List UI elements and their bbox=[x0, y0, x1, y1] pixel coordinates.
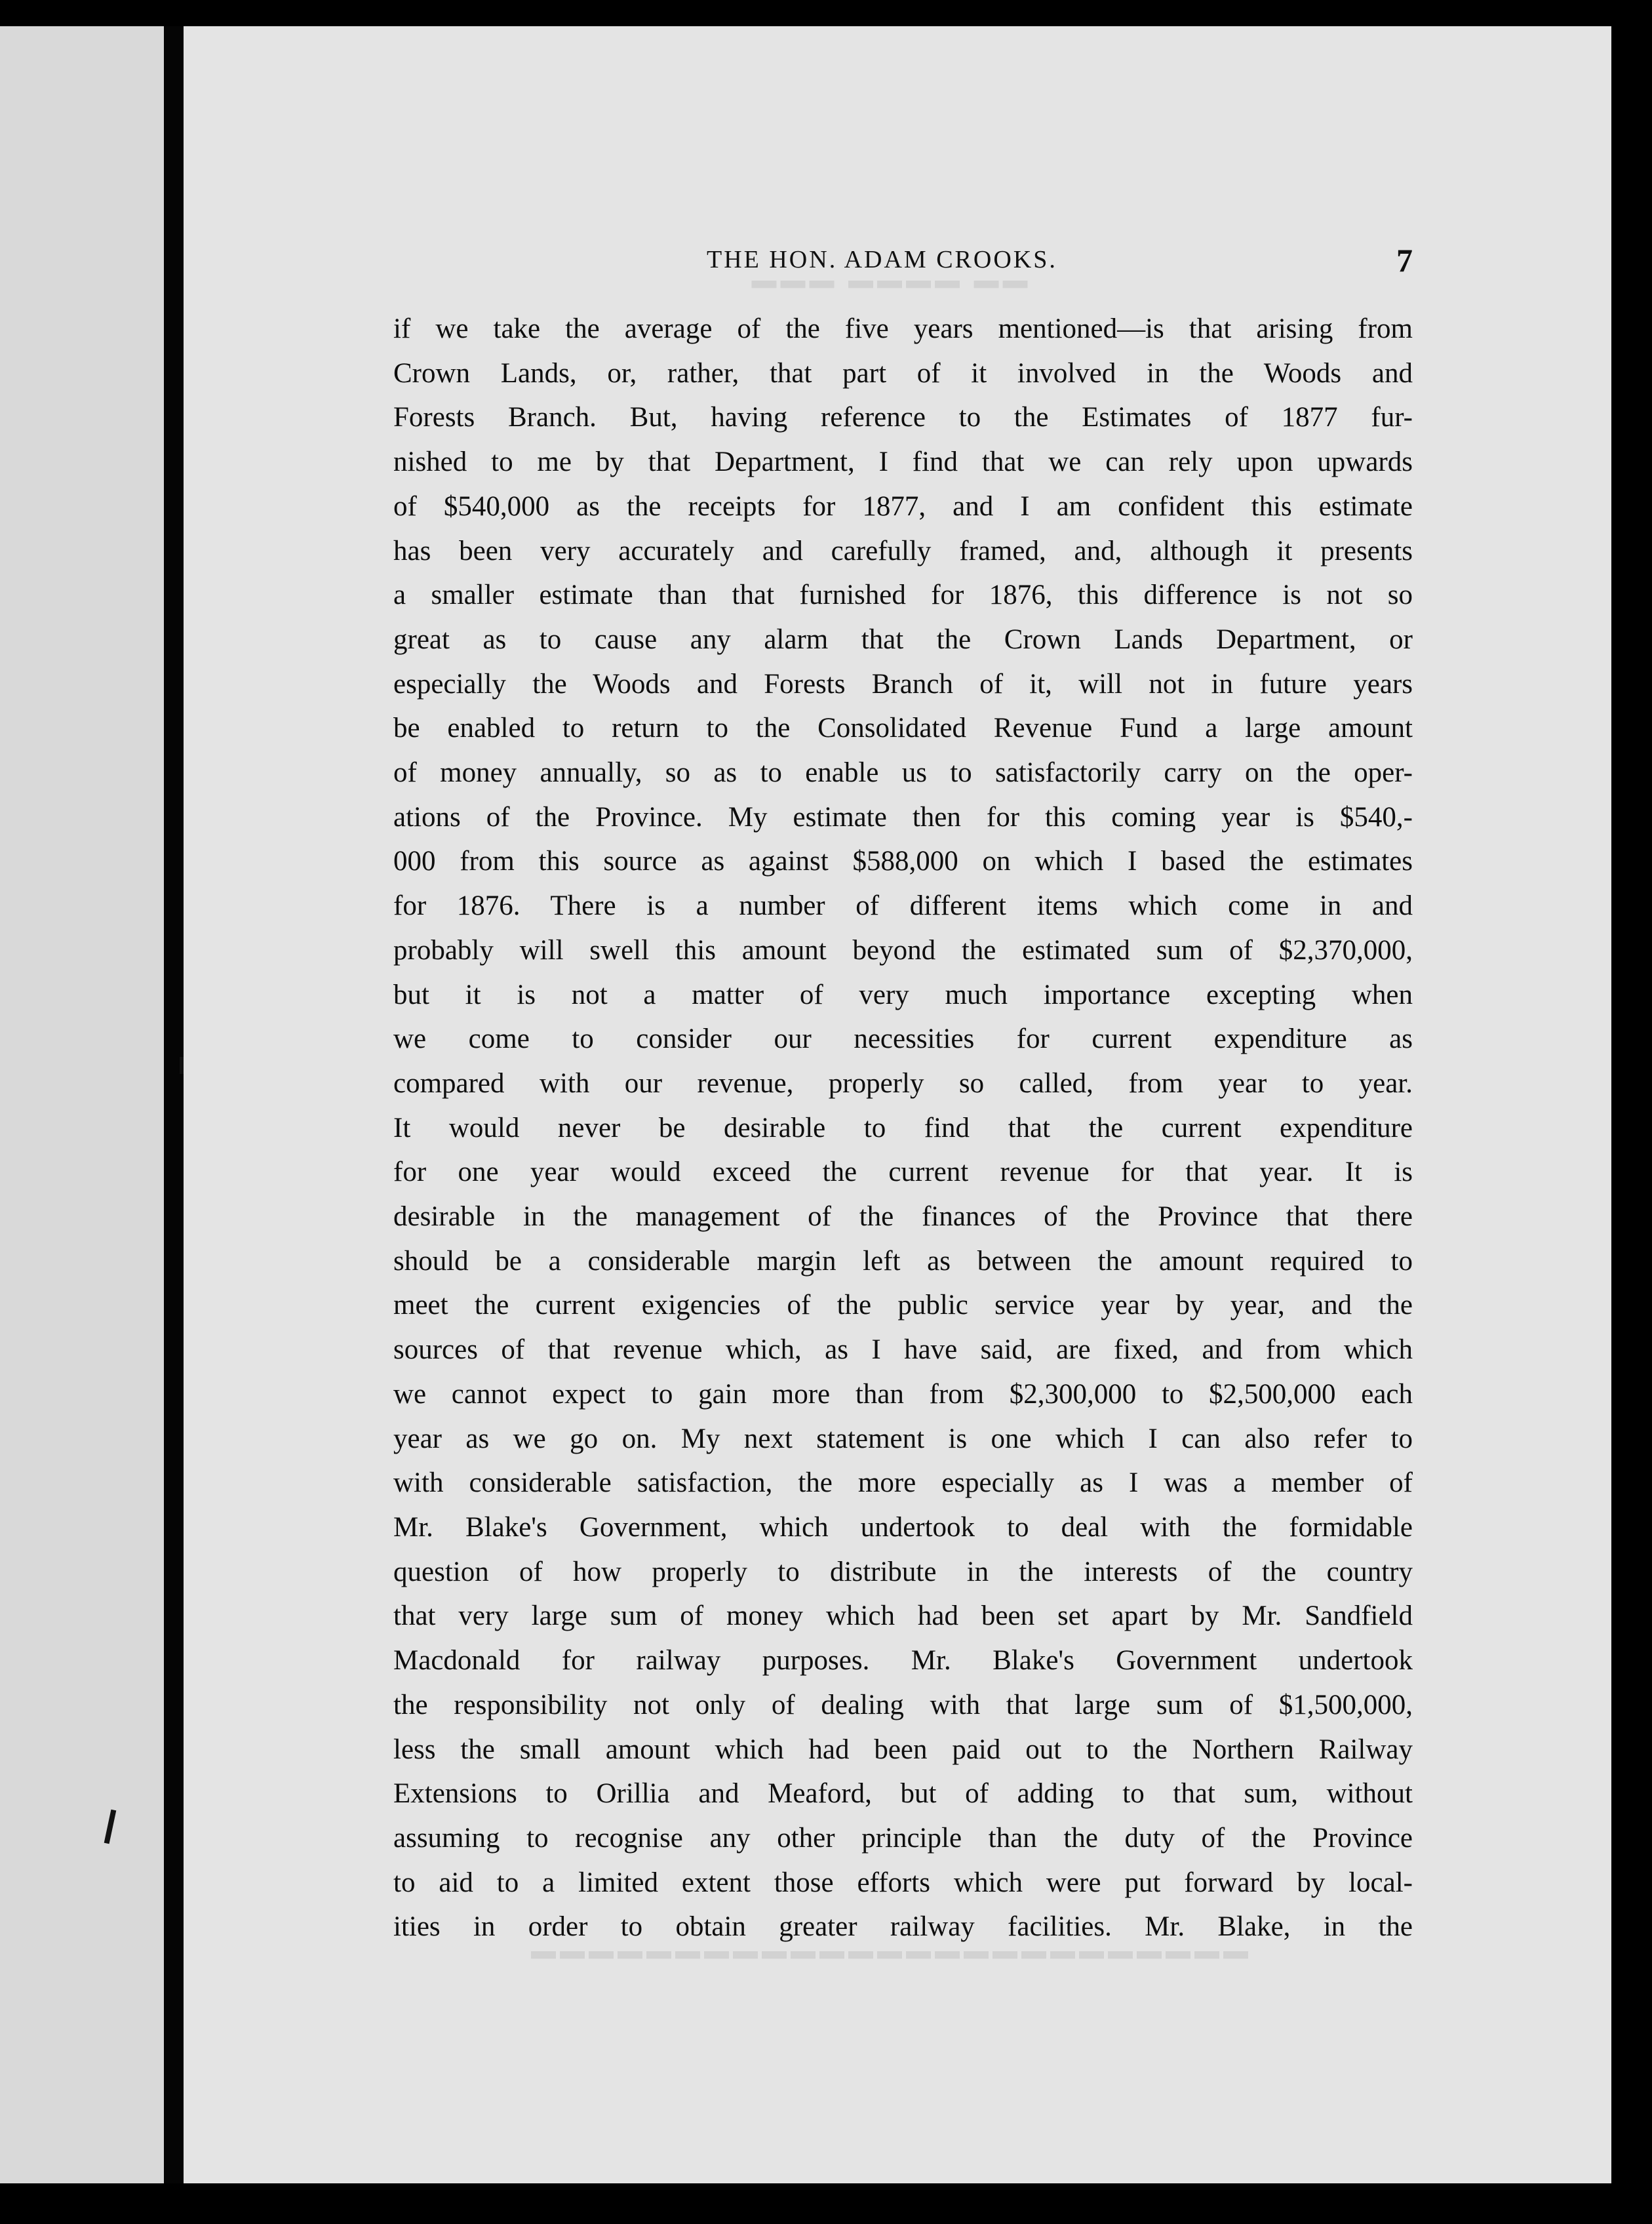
body-text bbox=[393, 307, 1413, 1949]
text-line: Macdonald for railway purposes. Mr. Blake's Government undertook bbox=[393, 1645, 1413, 1677]
text-line: for 1876. There is a number of different items which come in and bbox=[393, 890, 1413, 922]
text-line: the responsibility not only of dealing with that large sum of $1,500,000, bbox=[393, 1689, 1413, 1720]
text-line: question of how properly to distribute in the interests of the country bbox=[393, 1556, 1413, 1587]
text-line: of $540,000 as the receipts for 1877, and I am confident this estimate bbox=[393, 490, 1413, 522]
text-line: compared with our revenue, properly so called, from year to year. bbox=[393, 1067, 1413, 1099]
text-line: great as to cause any alarm that the Crown Lands Department, or bbox=[393, 624, 1413, 655]
text-line: meet the current exigencies of the public service year by year, and the bbox=[393, 1290, 1413, 1321]
text-line: probably will swell this amount beyond the estimated sum of $2,370,000, bbox=[393, 934, 1413, 966]
text-line: Crown Lands, or, rather, that part of it involved in the Woods and bbox=[393, 357, 1413, 389]
text-line: we come to consider our necessities for current expenditure as bbox=[393, 1023, 1413, 1055]
text-line: should be a considerable margin left as between the amount required to bbox=[393, 1245, 1413, 1277]
text-line: desirable in the management of the finances of the Province that there bbox=[393, 1201, 1413, 1233]
text-line: Forests Branch. But, having reference to the Estimates of 1877 fur- bbox=[393, 402, 1413, 433]
show-through-mark: ▬▬▬ ▬▬▬▬ ▬▬ bbox=[751, 275, 1032, 302]
text-line: a smaller estimate than that furnished for 1876, this difference is not so bbox=[393, 580, 1413, 611]
text-line: year as we go on. My next statement is one which I can also refer to bbox=[393, 1423, 1413, 1454]
scan-border bbox=[1611, 26, 1652, 2183]
facing-page-edge bbox=[0, 26, 164, 2183]
text-line: sources of that revenue which, as I have said, are fixed, and from which bbox=[393, 1334, 1413, 1366]
text-line: but it is not a matter of very much importance excepting when bbox=[393, 979, 1413, 1010]
text-line: ations of the Province. My estimate then for this coming year is $540,- bbox=[393, 801, 1413, 833]
text-line: with considerable satisfaction, the more especially as I was a member of bbox=[393, 1467, 1413, 1499]
text-line: to aid to a limited extent those efforts which were put forward by local- bbox=[393, 1867, 1413, 1898]
text-line: has been very accurately and carefully framed, and, although it presents bbox=[393, 535, 1413, 566]
text-line: be enabled to return to the Consolidated Revenue Fund a large amount bbox=[393, 713, 1413, 744]
text-line: ities in order to obtain greater railway facilities. Mr. Blake, in the bbox=[393, 1911, 1413, 1943]
text-line: we cannot expect to gain more than from $2,300,000 to $2,500,000 each bbox=[393, 1378, 1413, 1410]
text-line: especially the Woods and Forests Branch of it, will not in future years bbox=[393, 668, 1413, 700]
text-line: Extensions to Orillia and Meaford, but of adding to that sum, without bbox=[393, 1778, 1413, 1810]
page-header bbox=[393, 241, 1413, 281]
running-head: THE HON. ADAM CROOKS. bbox=[707, 246, 1057, 273]
show-through-mark: ▬▬▬▬▬▬▬▬▬▬▬▬▬▬▬▬▬▬▬▬▬▬▬▬▬ bbox=[531, 1945, 1252, 1973]
text-line: nished to me by that Department, I find that we can rely upon upwards bbox=[393, 447, 1413, 478]
text-line: assuming to recognise any other principle than the duty of the Province bbox=[393, 1822, 1413, 1854]
text-line: less the small amount which had been paid out to the Northern Railway bbox=[393, 1734, 1413, 1765]
text-line: if we take the average of the five years mentioned—is that arising from bbox=[393, 313, 1413, 344]
text-line: It would never be desirable to find that the current expenditure bbox=[393, 1112, 1413, 1143]
text-line: of money annually, so as to enable us to satisfactorily carry on the oper- bbox=[393, 757, 1413, 789]
text-line: for one year would exceed the current revenue for that year. It is bbox=[393, 1157, 1413, 1188]
page-number: 7 bbox=[1396, 242, 1413, 279]
scan-speck bbox=[180, 1057, 184, 1074]
text-line: 000 from this source as against $588,000 on which I based the estimates bbox=[393, 846, 1413, 877]
text-line: Mr. Blake's Government, which undertook to deal with the formidable bbox=[393, 1511, 1413, 1543]
binding-gutter bbox=[164, 26, 184, 2183]
text-line: that very large sum of money which had been set apart by Mr. Sandfield bbox=[393, 1600, 1413, 1632]
